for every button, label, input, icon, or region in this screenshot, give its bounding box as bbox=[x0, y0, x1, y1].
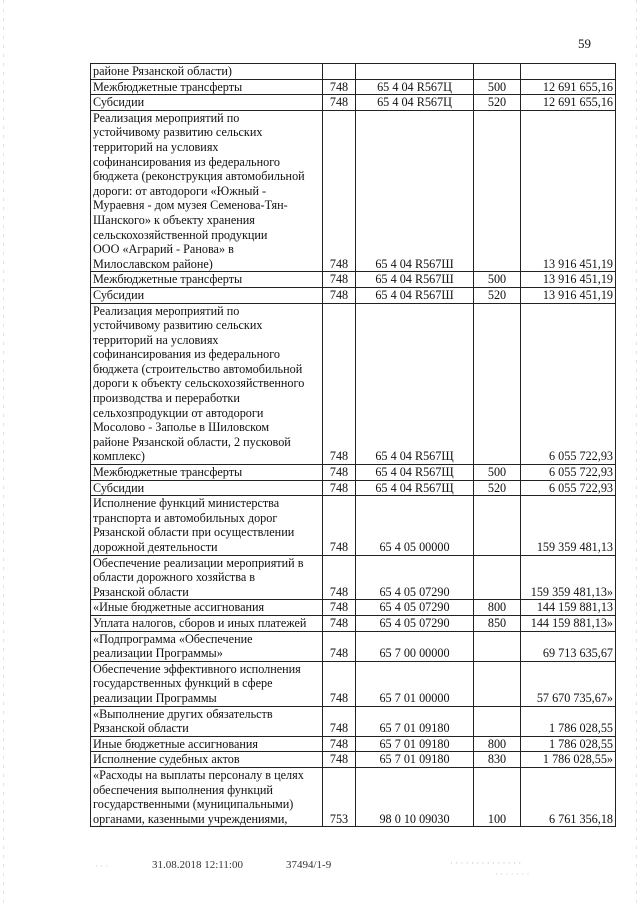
cell-sum: 12 691 655,16 bbox=[521, 79, 616, 95]
cell-vr bbox=[474, 496, 521, 555]
cell-sum: 13 916 451,19 bbox=[521, 272, 616, 288]
table-row bbox=[91, 615, 616, 631]
cell-adm: 748 bbox=[323, 706, 356, 736]
cell-csr: 65 4 04 R567Щ bbox=[356, 303, 474, 465]
cell-adm: 748 bbox=[323, 110, 356, 272]
table-row bbox=[91, 303, 616, 465]
cell-name: Обеспечение реализации мероприятий в области дорожного хозяйства в Рязанской области bbox=[91, 555, 323, 600]
cell-name: Исполнение функций министерства транспорта и автомобильных дорог Рязанской области при осуществлении дорожной деятельности bbox=[91, 496, 323, 555]
cell-csr: 65 4 04 R567Ш bbox=[356, 272, 474, 288]
cell-vr: 100 bbox=[474, 767, 521, 826]
cell-csr: 65 4 04 R567Ш bbox=[356, 110, 474, 272]
cell-csr: 65 7 01 09180 bbox=[356, 706, 474, 736]
cell-name: районе Рязанской области) bbox=[91, 64, 323, 80]
right-margin-scan-mark bbox=[636, 0, 637, 905]
cell-name: Иные бюджетные ассигнования bbox=[91, 736, 323, 752]
cell-sum: 13 916 451,19 bbox=[521, 287, 616, 303]
table-row bbox=[91, 64, 616, 80]
cell-adm: 748 bbox=[323, 79, 356, 95]
cell-name: Уплата налогов, сборов и иных платежей bbox=[91, 615, 323, 631]
cell-csr: 65 4 04 R567Щ bbox=[356, 480, 474, 496]
cell-csr: 65 7 00 00000 bbox=[356, 631, 474, 661]
cell-adm: 753 bbox=[323, 767, 356, 826]
cell-csr: 65 7 01 09180 bbox=[356, 752, 474, 768]
cell-vr bbox=[474, 110, 521, 272]
cell-sum: 1 786 028,55 bbox=[521, 706, 616, 736]
cell-name: Межбюджетные трансферты bbox=[91, 272, 323, 288]
cell-csr: 65 4 04 R567Ш bbox=[356, 287, 474, 303]
footer-faint-stamp-right-2: · · · · · · · bbox=[495, 869, 530, 879]
budget-table bbox=[90, 63, 616, 827]
cell-sum: 1 786 028,55» bbox=[521, 752, 616, 768]
cell-adm: 748 bbox=[323, 287, 356, 303]
cell-adm: 748 bbox=[323, 600, 356, 616]
cell-name: Субсидии bbox=[91, 287, 323, 303]
cell-sum: 6 055 722,93 bbox=[521, 480, 616, 496]
cell-name: Межбюджетные трансферты bbox=[91, 79, 323, 95]
cell-csr: 65 7 01 09180 bbox=[356, 736, 474, 752]
cell-sum: 144 159 881,13» bbox=[521, 615, 616, 631]
footer-datetime: 31.08.2018 12:11:00 bbox=[152, 859, 243, 871]
cell-vr: 500 bbox=[474, 465, 521, 481]
cell-adm: 748 bbox=[323, 752, 356, 768]
table-row bbox=[91, 95, 616, 111]
cell-vr bbox=[474, 706, 521, 736]
cell-csr: 65 7 01 00000 bbox=[356, 661, 474, 706]
table-row bbox=[91, 496, 616, 555]
cell-name: Субсидии bbox=[91, 480, 323, 496]
cell-sum: 6 761 356,18 bbox=[521, 767, 616, 826]
cell-vr bbox=[474, 631, 521, 661]
cell-adm: 748 bbox=[323, 272, 356, 288]
left-margin-scan-mark bbox=[3, 0, 4, 905]
cell-adm: 748 bbox=[323, 631, 356, 661]
cell-name: «Выполнение других обязательств Рязанской области bbox=[91, 706, 323, 736]
cell-vr: 850 bbox=[474, 615, 521, 631]
cell-name: «Иные бюджетные ассигнования bbox=[91, 600, 323, 616]
table-row bbox=[91, 752, 616, 768]
cell-sum: 57 670 735,67» bbox=[521, 661, 616, 706]
cell-adm: 748 bbox=[323, 496, 356, 555]
cell-name: Реализация мероприятий по устойчивому развитию сельских территорий на условиях софинансирования из федерального бюджета (строительство автомобильной дороги к объекту сельскохозяйственного производства и переработки сельхозпродукции от автодороги Мосолово - Заполье в Шиловском районе Рязанской области, 2 пусковой комплекс) bbox=[91, 303, 323, 465]
footer-doc-code: 37494/1-9 bbox=[286, 859, 332, 871]
table-row bbox=[91, 631, 616, 661]
table-row bbox=[91, 272, 616, 288]
table-row bbox=[91, 555, 616, 600]
cell-vr bbox=[474, 555, 521, 600]
cell-vr: 520 bbox=[474, 287, 521, 303]
cell-adm: 748 bbox=[323, 736, 356, 752]
table-row bbox=[91, 736, 616, 752]
cell-vr bbox=[474, 64, 521, 80]
cell-name: Обеспечение эффективного исполнения государственных функций в сфере реализации Программы bbox=[91, 661, 323, 706]
cell-csr bbox=[356, 64, 474, 80]
table-row bbox=[91, 79, 616, 95]
table-row bbox=[91, 706, 616, 736]
cell-name: «Подпрограмма «Обеспечение реализации Программы» bbox=[91, 631, 323, 661]
cell-adm: 748 bbox=[323, 480, 356, 496]
cell-vr bbox=[474, 303, 521, 465]
cell-adm: 748 bbox=[323, 465, 356, 481]
table-row bbox=[91, 661, 616, 706]
cell-name: Исполнение судебных актов bbox=[91, 752, 323, 768]
cell-sum: 69 713 635,67 bbox=[521, 631, 616, 661]
table-row bbox=[91, 465, 616, 481]
cell-sum: 6 055 722,93 bbox=[521, 303, 616, 465]
table-row bbox=[91, 480, 616, 496]
cell-adm: 748 bbox=[323, 615, 356, 631]
cell-vr: 800 bbox=[474, 600, 521, 616]
table-row bbox=[91, 600, 616, 616]
cell-csr: 65 4 05 07290 bbox=[356, 615, 474, 631]
cell-name: Реализация мероприятий по устойчивому развитию сельских территорий на условиях софинансирования из федерального бюджета (реконструкция автомобильной дороги: от автодороги «Южный - Мураевня - дом музея Семенова-Тян- Шанского» к объекту хранения сельскохозяйственной продукции ООО «Аграрий - Ранова» в Милославском районе) bbox=[91, 110, 323, 272]
cell-sum: 13 916 451,19 bbox=[521, 110, 616, 272]
cell-vr: 500 bbox=[474, 272, 521, 288]
table-row bbox=[91, 287, 616, 303]
cell-vr: 520 bbox=[474, 480, 521, 496]
cell-name: Межбюджетные трансферты bbox=[91, 465, 323, 481]
footer-faint-stamp-right: · · · · · · · · · · · · · · bbox=[450, 858, 522, 868]
budget-table-body bbox=[91, 64, 616, 827]
cell-sum: 159 359 481,13» bbox=[521, 555, 616, 600]
cell-sum: 6 055 722,93 bbox=[521, 465, 616, 481]
table-row bbox=[91, 767, 616, 826]
cell-csr: 65 4 04 R567Ц bbox=[356, 79, 474, 95]
cell-sum: 12 691 655,16 bbox=[521, 95, 616, 111]
cell-csr: 65 4 05 07290 bbox=[356, 600, 474, 616]
cell-vr: 800 bbox=[474, 736, 521, 752]
page-number: 59 bbox=[578, 36, 591, 51]
cell-adm: 748 bbox=[323, 661, 356, 706]
cell-sum bbox=[521, 64, 616, 80]
cell-sum: 144 159 881,13 bbox=[521, 600, 616, 616]
cell-sum: 1 786 028,55 bbox=[521, 736, 616, 752]
footer-faint-stamp-left: · · · bbox=[95, 861, 109, 871]
cell-name: «Расходы на выплаты персоналу в целях обеспечения выполнения функций государственными (муниципальными) органами, казенными учреждениями, bbox=[91, 767, 323, 826]
cell-vr bbox=[474, 661, 521, 706]
cell-csr: 65 4 05 00000 bbox=[356, 496, 474, 555]
cell-csr: 65 4 04 R567Щ bbox=[356, 465, 474, 481]
cell-adm: 748 bbox=[323, 303, 356, 465]
cell-vr: 830 bbox=[474, 752, 521, 768]
cell-csr: 98 0 10 09030 bbox=[356, 767, 474, 826]
cell-sum: 159 359 481,13 bbox=[521, 496, 616, 555]
cell-adm: 748 bbox=[323, 95, 356, 111]
table-row bbox=[91, 110, 616, 272]
cell-vr: 500 bbox=[474, 79, 521, 95]
cell-vr: 520 bbox=[474, 95, 521, 111]
cell-csr: 65 4 05 07290 bbox=[356, 555, 474, 600]
cell-adm: 748 bbox=[323, 555, 356, 600]
cell-name: Субсидии bbox=[91, 95, 323, 111]
cell-adm bbox=[323, 64, 356, 80]
cell-csr: 65 4 04 R567Ц bbox=[356, 95, 474, 111]
